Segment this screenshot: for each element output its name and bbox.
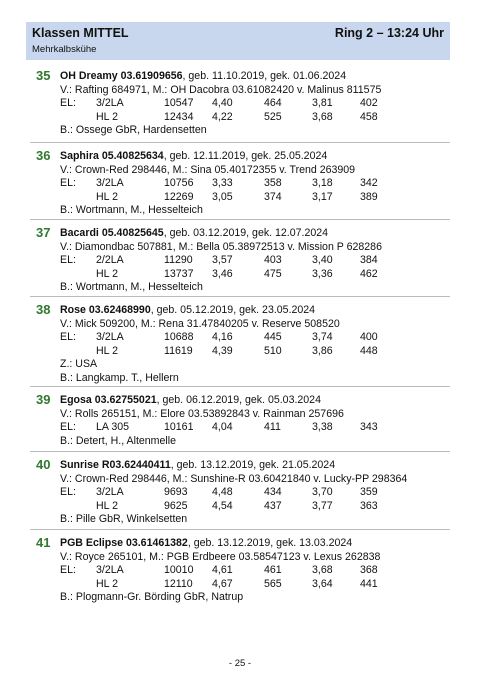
protein-kg: 389 — [360, 190, 378, 203]
performance-row — [60, 345, 456, 359]
lactation-type: HL 2 — [96, 267, 118, 280]
owner-line: B.: Pille GbR, Winkelsetten — [60, 513, 188, 525]
performance-row — [60, 564, 456, 578]
entry-divider — [30, 296, 450, 297]
milk-kg: 11619 — [164, 344, 193, 357]
milk-kg: 12110 — [164, 577, 193, 590]
lactation-type: HL 2 — [96, 344, 118, 357]
fat-percent: 4,16 — [212, 331, 233, 343]
lactation-type: HL 2 — [96, 577, 118, 590]
birth-calving-dates: , geb. 11.10.2019, gek. 01.06.2024 — [182, 70, 347, 82]
protein-kg: 448 — [360, 344, 378, 357]
performance-row — [60, 486, 456, 500]
section-header — [26, 22, 450, 60]
performance-row — [60, 421, 456, 435]
birth-calving-dates: , geb. 12.11.2019, gek. 25.05.2024 — [163, 150, 328, 162]
protein-kg: 462 — [360, 267, 378, 280]
fat-percent: 3,05 — [212, 190, 233, 203]
lactation-type: HL 2 — [96, 110, 118, 123]
animal-id: 03.61909656 — [120, 70, 183, 82]
milk-kg: 12434 — [164, 110, 194, 123]
performance-row — [60, 578, 456, 592]
protein-kg: 363 — [360, 499, 378, 512]
protein-percent: 3,18 — [312, 177, 333, 189]
entry-number: 35 — [36, 68, 51, 83]
entry-number: 37 — [36, 225, 51, 240]
entry-divider — [30, 529, 450, 530]
protein-kg: 342 — [360, 177, 378, 189]
entry-title-line — [60, 227, 456, 241]
milk-kg: 10010 — [164, 564, 194, 576]
protein-kg: 441 — [360, 577, 378, 590]
fat-kg: 374 — [264, 190, 282, 203]
performance-row — [60, 254, 456, 268]
animal-id: 05.40825645 — [101, 227, 164, 239]
catalog-entry — [36, 459, 456, 527]
catalog-entry — [36, 70, 456, 138]
protein-kg: 402 — [360, 97, 378, 109]
fat-kg: 434 — [264, 486, 282, 498]
protein-percent: 3,74 — [312, 331, 333, 343]
catalog-entry — [36, 227, 456, 295]
protein-percent: 3,17 — [312, 190, 333, 203]
entry-divider — [30, 386, 450, 387]
milk-kg: 11290 — [164, 254, 193, 266]
breeder-line: Z.: USA — [60, 358, 98, 370]
performance-row — [60, 177, 456, 191]
protein-kg: 384 — [360, 254, 378, 266]
protein-kg: 368 — [360, 564, 378, 576]
fat-kg: 510 — [264, 344, 282, 357]
animal-name: PGB Eclipse — [60, 537, 123, 549]
animal-name: Sunrise — [60, 459, 99, 471]
birth-calving-dates: , geb. 13.12.2019, gek. 21.05.2024 — [170, 459, 336, 471]
birth-calving-dates: , geb. 06.12.2019, gek. 05.03.2024 — [156, 394, 321, 406]
row-label: EL: — [60, 254, 76, 266]
lactation-type: HL 2 — [96, 499, 118, 512]
fat-kg: 445 — [264, 331, 282, 343]
animal-name: OH Dreamy — [60, 70, 118, 82]
fat-kg: 461 — [264, 564, 282, 576]
pedigree-line: V.: Diamondbac 507881, M.: Bella 05.38972513 v. Mission P 628286 — [60, 240, 382, 253]
row-label: EL: — [60, 421, 76, 433]
performance-row — [60, 268, 456, 282]
animal-id: 03.61461382 — [125, 537, 188, 549]
milk-kg: 10756 — [164, 177, 194, 189]
animal-id: 03.62755021 — [94, 394, 157, 406]
lactation-type: 2/2LA — [96, 254, 124, 266]
animal-name: Rose — [60, 304, 86, 316]
entry-title-line — [60, 459, 456, 473]
owner-line: B.: Wortmann, M., Hesselteich — [60, 204, 203, 216]
row-label: EL: — [60, 177, 76, 189]
catalog-entry — [36, 537, 456, 605]
animal-id: R03.62440411 — [101, 459, 171, 471]
entry-divider — [30, 451, 450, 452]
entry-title-line — [60, 394, 456, 408]
milk-kg: 12269 — [164, 190, 194, 203]
protein-percent: 3,68 — [312, 110, 333, 123]
fat-percent: 4,40 — [212, 97, 233, 109]
entry-number: 38 — [36, 302, 51, 317]
fat-percent: 3,33 — [212, 177, 233, 189]
fat-percent: 4,61 — [212, 564, 233, 576]
entry-divider — [30, 219, 450, 220]
owner-line: B.: Wortmann, M., Hesselteich — [60, 281, 203, 293]
protein-percent: 3,36 — [312, 267, 333, 280]
lactation-type: HL 2 — [96, 190, 118, 203]
fat-kg: 411 — [264, 421, 281, 433]
entry-number: 36 — [36, 148, 51, 163]
entry-title-line — [60, 304, 456, 318]
protein-percent: 3,70 — [312, 486, 333, 498]
lactation-type: 3/2LA — [96, 97, 124, 109]
pedigree-line: V.: Rafting 684971, M.: OH Dacobra 03.61082420 v. Malinus 811575 — [60, 83, 382, 96]
lactation-type: 3/2LA — [96, 486, 124, 498]
fat-kg: 565 — [264, 577, 282, 590]
fat-percent: 4,04 — [212, 421, 233, 433]
owner-line: B.: Langkamp. T., Hellern — [60, 371, 179, 384]
lactation-type: 3/2LA — [96, 331, 124, 343]
milk-kg: 10547 — [164, 97, 194, 109]
animal-name: Egosa — [60, 394, 92, 406]
entry-title-line — [60, 70, 456, 84]
fat-percent: 4,48 — [212, 486, 233, 498]
catalog-entry — [36, 150, 456, 218]
pedigree-line: V.: Rolls 265151, M.: Elore 03.53892843 v. Rainman 257696 — [60, 407, 344, 420]
fat-kg: 358 — [264, 177, 282, 189]
catalog-entry — [36, 304, 456, 385]
protein-percent: 3,81 — [312, 97, 333, 109]
fat-kg: 475 — [264, 267, 282, 280]
protein-percent: 3,77 — [312, 499, 333, 512]
protein-kg: 458 — [360, 110, 378, 123]
protein-kg: 400 — [360, 331, 378, 343]
milk-kg: 13737 — [164, 267, 194, 280]
owner-line: B.: Plogmann-Gr. Börding GbR, Natrup — [60, 591, 244, 603]
entry-number: 39 — [36, 392, 51, 407]
fat-percent: 4,54 — [212, 499, 233, 512]
birth-calving-dates: , geb. 13.12.2019, gek. 13.03.2024 — [187, 537, 353, 549]
entry-divider — [30, 142, 450, 143]
performance-row — [60, 191, 456, 205]
fat-percent: 4,39 — [212, 344, 233, 357]
fat-percent: 4,22 — [212, 110, 233, 123]
lactation-type: 3/2LA — [96, 564, 124, 576]
entry-title-line — [60, 150, 456, 164]
row-label: EL: — [60, 564, 76, 576]
protein-percent: 3,68 — [312, 564, 333, 576]
ring-time: Ring 2 – 13:24 Uhr — [334, 26, 444, 40]
fat-percent: 3,57 — [212, 254, 233, 266]
row-label: EL: — [60, 97, 76, 109]
fat-kg: 525 — [264, 110, 282, 123]
milk-kg: 10688 — [164, 331, 194, 343]
protein-percent: 3,64 — [312, 577, 333, 590]
performance-row — [60, 111, 456, 125]
birth-calving-dates: , geb. 03.12.2019, gek. 12.07.2024 — [163, 227, 329, 239]
protein-percent: 3,86 — [312, 344, 333, 357]
pedigree-line: V.: Royce 265101, M.: PGB Erdbeere 03.58547123 v. Lexus 262838 — [60, 550, 381, 563]
performance-row — [60, 97, 456, 111]
protein-percent: 3,38 — [312, 421, 333, 433]
animal-name: Saphira — [60, 150, 99, 162]
page-number: - 25 - — [228, 658, 252, 669]
animal-name: Bacardi — [60, 227, 99, 239]
performance-row — [60, 331, 456, 345]
owner-line: B.: Detert, H., Altenmelle — [60, 434, 176, 447]
fat-percent: 3,46 — [212, 267, 233, 280]
entry-number: 40 — [36, 457, 51, 472]
animal-id: 03.62468990 — [88, 304, 151, 316]
lactation-type: LA 305 — [96, 421, 129, 433]
catalog-entry — [36, 394, 456, 448]
protein-kg: 343 — [360, 421, 378, 433]
row-label: EL: — [60, 486, 76, 498]
protein-percent: 3,40 — [312, 254, 333, 266]
protein-kg: 359 — [360, 486, 378, 498]
entry-number: 41 — [36, 535, 51, 550]
pedigree-line: V.: Mick 509200, M.: Rena 31.47840205 v. Reserve 508520 — [60, 317, 340, 330]
performance-row — [60, 500, 456, 514]
entry-title-line — [60, 537, 456, 551]
fat-percent: 4,67 — [212, 577, 233, 590]
birth-calving-dates: , geb. 05.12.2019, gek. 23.05.2024 — [150, 304, 316, 316]
fat-kg: 464 — [264, 97, 282, 109]
fat-kg: 437 — [264, 499, 282, 512]
pedigree-line: V.: Crown-Red 298446, M.: Sina 05.40172355 v. Trend 263909 — [60, 163, 356, 176]
milk-kg: 9693 — [164, 486, 188, 498]
animal-id: 05.40825634 — [101, 150, 164, 162]
fat-kg: 403 — [264, 254, 282, 266]
row-label: EL: — [60, 331, 76, 343]
milk-kg: 10161 — [164, 421, 194, 433]
milk-kg: 9625 — [164, 499, 188, 512]
lactation-type: 3/2LA — [96, 177, 124, 189]
pedigree-line: V.: Crown-Red 298446, M.: Sunshine-R 03.60421840 v. Lucky-PP 298364 — [60, 472, 408, 485]
owner-line: B.: Ossege GbR, Hardensetten — [60, 124, 207, 136]
class-title: Klassen MITTEL — [32, 26, 129, 40]
class-subtitle: Mehrkalbskühe — [32, 44, 97, 55]
